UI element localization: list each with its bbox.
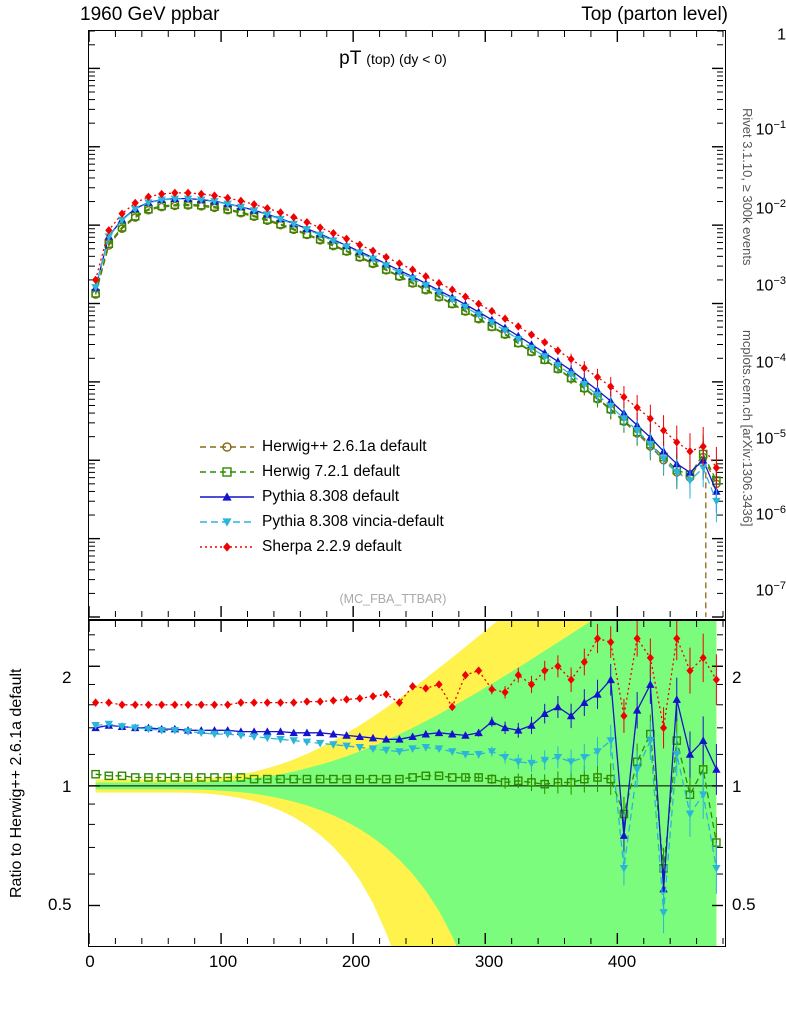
xtick-100: 100 xyxy=(208,952,238,971)
ratio-plot-svg xyxy=(89,621,723,944)
side-label-mcplots: mcplots.cern.ch [arXiv:1306.3436] xyxy=(740,330,755,527)
legend-item xyxy=(198,434,444,459)
legend-marker-square-open xyxy=(198,462,256,482)
ytick-1e-5: $10^{-5}$ xyxy=(755,428,786,448)
plot-title-main: pT xyxy=(339,48,362,69)
ytick-1e0: 1 xyxy=(777,26,786,44)
ratio-ytick-05-right: 0.5 xyxy=(732,895,756,914)
ratio-ytick-05-left: 0.5 xyxy=(48,895,72,914)
ratio-y-axis-label: Ratio to Herwig++ 2.6.1a default xyxy=(8,668,25,899)
header-left: 1960 GeV ppbar xyxy=(80,4,220,25)
legend xyxy=(198,434,444,559)
ytick-1e-3: $10^{-3}$ xyxy=(755,275,786,295)
legend-marker-triangle-down xyxy=(198,512,256,532)
legend-label: Herwig++ 2.6.1a default xyxy=(262,437,427,455)
plot-watermark: (MC_FBA_TTBAR) xyxy=(339,592,447,606)
legend-label: Pythia 8.308 vincia-default xyxy=(262,512,444,530)
ytick-1e-7: $10^{-7}$ xyxy=(755,580,786,600)
ytick-1e-2: $10^{-2}$ xyxy=(755,198,786,218)
legend-label: Pythia 8.308 default xyxy=(262,487,400,505)
ytick-1e-6: $10^{-6}$ xyxy=(755,504,786,524)
xtick-200: 200 xyxy=(341,952,371,971)
ratio-ytick-1-right: 1 xyxy=(732,777,742,796)
ratio-ytick-1-left: 1 xyxy=(62,777,72,796)
xtick-300: 300 xyxy=(474,952,504,971)
legend-item xyxy=(198,509,444,534)
ratio-plot-panel xyxy=(88,620,726,947)
legend-marker-triangle-up xyxy=(198,487,256,507)
ratio-ytick-2-right: 2 xyxy=(732,668,742,687)
legend-marker-diamond xyxy=(198,537,256,557)
legend-label: Sherpa 2.2.9 default xyxy=(262,537,402,555)
legend-item xyxy=(198,484,444,509)
plot-title-sub: (top) (dy < 0) xyxy=(366,51,447,67)
ytick-1e-4: $10^{-4}$ xyxy=(755,352,786,372)
ratio-ytick-2-left: 2 xyxy=(62,668,72,687)
header-right: Top (parton level) xyxy=(581,4,728,25)
xtick-400: 400 xyxy=(607,952,637,971)
legend-marker-circle-open xyxy=(198,437,256,457)
plot-title xyxy=(0,48,786,70)
legend-label: Herwig 7.2.1 default xyxy=(262,462,400,480)
xtick-0: 0 xyxy=(85,952,95,971)
side-label-rivet: Rivet 3.1.10, ≥ 300k events xyxy=(740,108,755,266)
legend-item xyxy=(198,534,444,559)
legend-item xyxy=(198,459,444,484)
ytick-1e-1: $10^{-1}$ xyxy=(755,119,786,139)
